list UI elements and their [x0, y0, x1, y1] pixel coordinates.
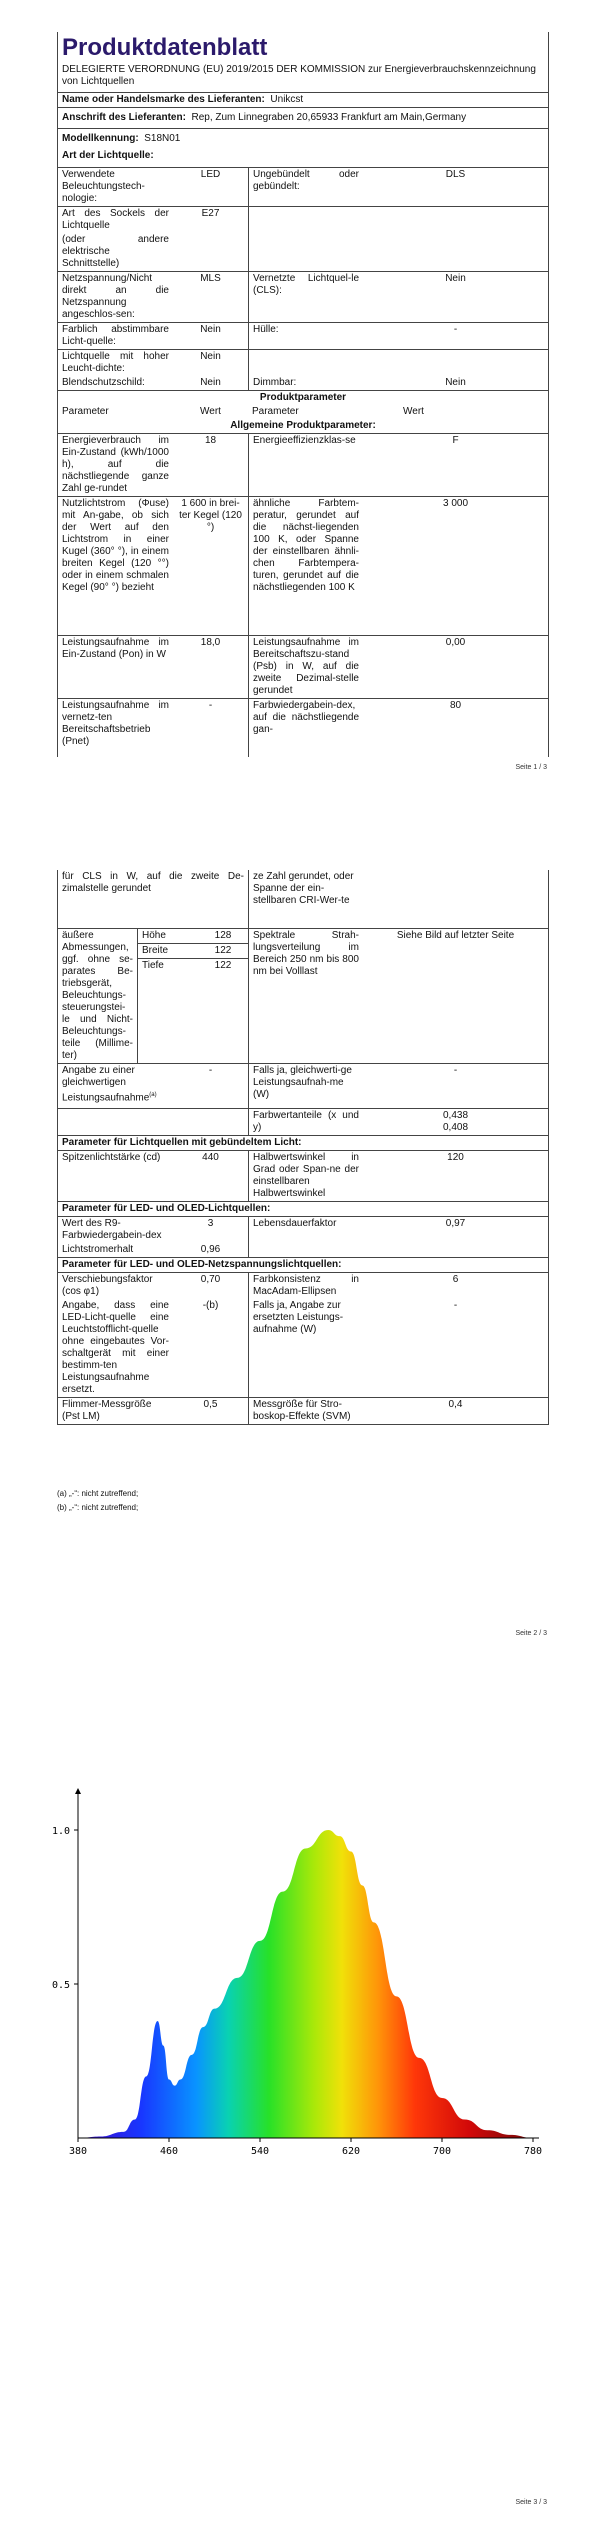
supplier-address-label: Anschrift des Lieferanten: [62, 112, 186, 123]
type-l2: Dimmbar: [248, 376, 363, 390]
param-v2: F [452, 435, 459, 446]
param-v1: 18 [204, 435, 217, 446]
replaced-power-label: Falls ja, Angabe zur ersetzten Leistungs-aufnahme (W) [248, 1299, 363, 1397]
type-row [58, 168, 548, 207]
supplier-address: Rep, Zum Linnegraben 20,65933 Frankfurt am Main,Germany [191, 112, 467, 123]
replaced-power-value: - [453, 1300, 458, 1311]
x-tick-label: 620 [341, 2146, 361, 2157]
param-l2: Farbwiedergabein-dex, auf die nächstliegende gan- [248, 699, 363, 757]
param-v1: 18,0 [200, 637, 221, 648]
p1-rows [58, 433, 548, 757]
type-v1: Nein [200, 377, 221, 388]
type-rows [58, 168, 548, 391]
cls-cont-label: für CLS in W, auf die zweite De-zimalstelle gerundet [62, 871, 244, 894]
y-tick-label: 0.5 [51, 1980, 70, 1991]
x-tick-label: 540 [250, 2146, 270, 2157]
svm-label: Messgröße für Stro-boskop-Effekte (SVM) [248, 1398, 363, 1424]
col-value-2: Wert [403, 406, 424, 417]
x-tick-label: 460 [159, 2146, 179, 2157]
col-param-1: Parameter [62, 406, 109, 417]
type-v1 [173, 233, 248, 271]
dim-row-height: Höhe 128 [138, 929, 248, 944]
equiv-power-label: Falls ja, gleichwerti-ge Leistungsaufnah-me (W) [248, 1064, 363, 1108]
param-v2: 3 000 [442, 498, 469, 509]
type-l1: Farblich abstimmbare Licht-quelle: [62, 324, 169, 347]
equiv-value: - [208, 1065, 213, 1076]
supplier-name-label: Name oder Handelsmarke des Lieferanten: [62, 94, 265, 105]
life-value: 0,97 [445, 1218, 466, 1229]
flicker-row [58, 1398, 548, 1425]
type-l1: Art des Sockels der Lichtquelle [62, 208, 169, 231]
param-row [58, 699, 548, 757]
supplier-name: Unikcst [270, 94, 304, 105]
peak-value: 440 [202, 1152, 219, 1163]
r9-value: 3 [207, 1218, 214, 1229]
type-v1: E27 [201, 208, 220, 219]
param-l1: Energieverbrauch im Ein-Zustand (kWh/1000 h), auf die nächstliegende ganze Zahl ge-rundet [62, 435, 169, 494]
equiv-row [58, 1064, 548, 1109]
type-heading: Art der Lichtquelle: [62, 150, 154, 161]
pf-value: 0,70 [200, 1274, 221, 1285]
type-l2: Hülle: [248, 323, 363, 349]
model-row [58, 129, 548, 146]
maint-label: Lichtstromerhalt [62, 1244, 134, 1255]
beam-label: Halbwertswinkel in Grad oder Span-ne der einstellbaren Halbwertswinkel [248, 1151, 363, 1201]
type-row [58, 272, 548, 323]
col-param-2: Parameter [252, 406, 299, 417]
directional-heading: Parameter für Lichtquellen mit gebündeltem Licht: [62, 1137, 302, 1148]
type-l2 [248, 350, 363, 376]
chart-plot-area [52, 1788, 542, 2157]
page-3 [0, 1740, 595, 2523]
equiv-label: Angabe zu einer gleichwertigen Leistungsaufnahme [62, 1065, 150, 1104]
type-v2: Nein [445, 273, 466, 284]
param-l1: Nutzlichtstrom (Φuse) mit An-gabe, ob sich der Wert auf den Lichtstrom in einer Kugel (360° °), in einem breiten Kegel (120 °°) oder in einem schmalen Kegel (90° °) bezieht [62, 498, 169, 593]
param-v1: - [208, 700, 213, 711]
param-l2: Energieeffizienzklas-se [248, 434, 363, 496]
params-colhead-row [58, 405, 548, 419]
spectral-label: Spektrale Strah-lungsverteilung im Bereich 250 nm bis 800 nm bei Volllast [248, 929, 363, 1063]
type-l1: Blendschutzschild: [62, 377, 145, 388]
param-l1: Leistungsaufnahme im vernetz-ten Bereitschaftsbetrieb (Pnet) [62, 700, 169, 747]
param-l2: ähnliche Farbtem-peratur, gerundet auf die nächst-liegenden 100 K, oder Spanne der einstellbaren ähnli-chen Farbtempera-turen, gerundet auf die nächstliegenden 100 K [248, 497, 363, 635]
type-v1: Nein [200, 324, 221, 335]
type-l2 [248, 207, 363, 233]
svm-value: 0,4 [448, 1399, 463, 1410]
pf-row [58, 1273, 548, 1299]
pf-label: Verschiebungsfaktor (cos φ1) [62, 1274, 153, 1297]
replacement-label: Angabe, dass eine LED-Licht-quelle eine Leuchtstofflicht-quelle ohne eingebautes Vor-schaltgerät mit einer bestimm-ten Leistungsaufnahme ersetzt. [62, 1300, 169, 1395]
type-l1: (oder andere elektrische Schnittstelle) [62, 234, 169, 269]
general-heading: Allgemeine Produktparameter: [230, 420, 376, 431]
r9-row [58, 1217, 548, 1243]
x-tick-label: 700 [432, 2146, 452, 2157]
page-2 [0, 870, 595, 1650]
model-id: S18N01 [144, 133, 181, 144]
param-l2: Leistungsaufnahme im Bereitschaftszu-stand (Psb) in W, auf die zweite Dezimal-stelle gerundet [248, 636, 363, 698]
type-v2 [363, 207, 548, 233]
r9-label: Wert des R9-Farbwiedergabein-dex [62, 1218, 162, 1241]
type-heading-row [58, 146, 548, 168]
type-row [58, 376, 548, 391]
type-v1: MLS [200, 273, 221, 284]
dims-table [138, 929, 248, 1063]
y-axis-arrow [75, 1788, 81, 1794]
param-v1: 1 600 in brei-ter Kegel (120 °) [179, 498, 242, 533]
consistency-value: 6 [452, 1274, 459, 1285]
type-row [58, 233, 548, 272]
type-l2: Vernetzte Lichtquel-le (CLS): [248, 272, 363, 322]
general-heading-row [58, 419, 548, 433]
params-heading: Produktparameter [259, 392, 347, 403]
param-v2: 0,00 [445, 637, 466, 648]
type-v1: Nein [200, 351, 221, 362]
mains-heading-row [58, 1258, 548, 1273]
type-v2: - [453, 324, 458, 335]
param-l1: Leistungsaufnahme im Ein-Zustand (Pon) in W [62, 637, 169, 660]
footnote-a: (a) „-“: nicht zutreffend; [57, 1489, 139, 1498]
supplier-name-row [58, 93, 548, 108]
x-tick-label: 380 [68, 2146, 88, 2157]
type-l1: Netzspannung/Nicht direkt an die Netzspannung angeschlos-sen: [62, 273, 169, 320]
directional-heading-row [58, 1136, 548, 1151]
life-label: Lebensdauerfaktor [248, 1217, 363, 1243]
dims-row [58, 929, 548, 1064]
y-tick-label: 1.0 [51, 1826, 70, 1837]
spectral-value: Siehe Bild auf letzter Seite [396, 930, 515, 941]
page-1 [0, 0, 595, 780]
led-heading: Parameter für LED- und OLED-Lichtquellen: [62, 1203, 271, 1214]
led-heading-row [58, 1202, 548, 1217]
flicker-value: 0,5 [203, 1399, 218, 1410]
type-row [58, 207, 548, 233]
params-heading-row [58, 391, 548, 405]
maint-row [58, 1243, 548, 1258]
page-number-2: Seite 2 / 3 [515, 1630, 547, 1637]
x-tick-label: 780 [523, 2146, 543, 2157]
consistency-label: Farbkonsistenz in MacAdam-Ellipsen [248, 1273, 363, 1299]
color-label: Farbwertanteile (x und y) [248, 1109, 363, 1135]
dim-row-width: Breite 122 [138, 944, 248, 959]
type-l2: Ungebündelt oder gebündelt: [248, 168, 363, 206]
type-v2 [363, 350, 548, 376]
page-title: Produktdatenblatt [62, 34, 268, 61]
page-number-3: Seite 3 / 3 [515, 2499, 547, 2506]
col-value-1: Wert [200, 406, 221, 417]
param-row [58, 636, 548, 699]
model-label: Modellkennung: [62, 133, 139, 144]
replacement-row [58, 1299, 548, 1398]
type-l1: Verwendete Beleuchtungstech-nologie: [62, 169, 145, 204]
equiv-power-value: - [453, 1065, 458, 1076]
type-v2: Nein [445, 377, 466, 388]
peak-row [58, 1151, 548, 1202]
type-v2: DLS [445, 169, 466, 180]
type-v1: LED [200, 169, 221, 180]
mains-heading: Parameter für LED- und OLED-Netzspannungslichtquellen: [62, 1259, 342, 1270]
type-row [58, 350, 548, 376]
param-row [58, 497, 548, 636]
dims-label: äußere Abmessungen, ggf. ohne se-parates Be-triebsgerät, Beleuchtungs-steuerungstei-le und Nicht-Beleuchtungs-teile (Millime-ter) [58, 929, 138, 1063]
datasheet-page1-table [57, 32, 549, 757]
param-row [58, 434, 548, 497]
color-row [58, 1109, 548, 1136]
maint-value: 0,96 [200, 1244, 221, 1255]
beam-value: 120 [447, 1152, 464, 1163]
type-l1: Lichtquelle mit hoher Leucht-dichte: [62, 351, 169, 374]
color-value: 0,438 0,408 [442, 1110, 469, 1133]
type-l2 [248, 233, 363, 271]
param-v2: 80 [449, 700, 462, 711]
datasheet-page2-table [57, 870, 549, 1425]
cls-cont-row [58, 870, 548, 929]
dim-row-depth: Tiefe 122 [142, 960, 232, 971]
footnote-b: (b) „-“: nicht zutreffend; [57, 1503, 139, 1512]
regulation-text: DELEGIERTE VERORDNUNG (EU) 2019/2015 DER KOMMISSION zur Energieverbrauchskennzeichnung von Lichtquellen [58, 64, 548, 93]
flicker-label: Flimmer-Messgröße (Pst LM) [62, 1399, 152, 1422]
page-number-1: Seite 1 / 3 [515, 764, 547, 771]
spectral-distribution-chart [0, 1740, 595, 2160]
supplier-address-row [58, 108, 548, 129]
type-row [58, 323, 548, 350]
cri-cont-label: ze Zahl gerundet, oder Spanne der ein-stellbaren CRI-Wer-te [248, 870, 363, 928]
equiv-footnote-ref: (a) [149, 1092, 157, 1098]
type-v2 [363, 233, 548, 271]
peak-label: Spitzenlichtstärke (cd) [62, 1152, 161, 1163]
replacement-value: -(b) [202, 1300, 219, 1311]
